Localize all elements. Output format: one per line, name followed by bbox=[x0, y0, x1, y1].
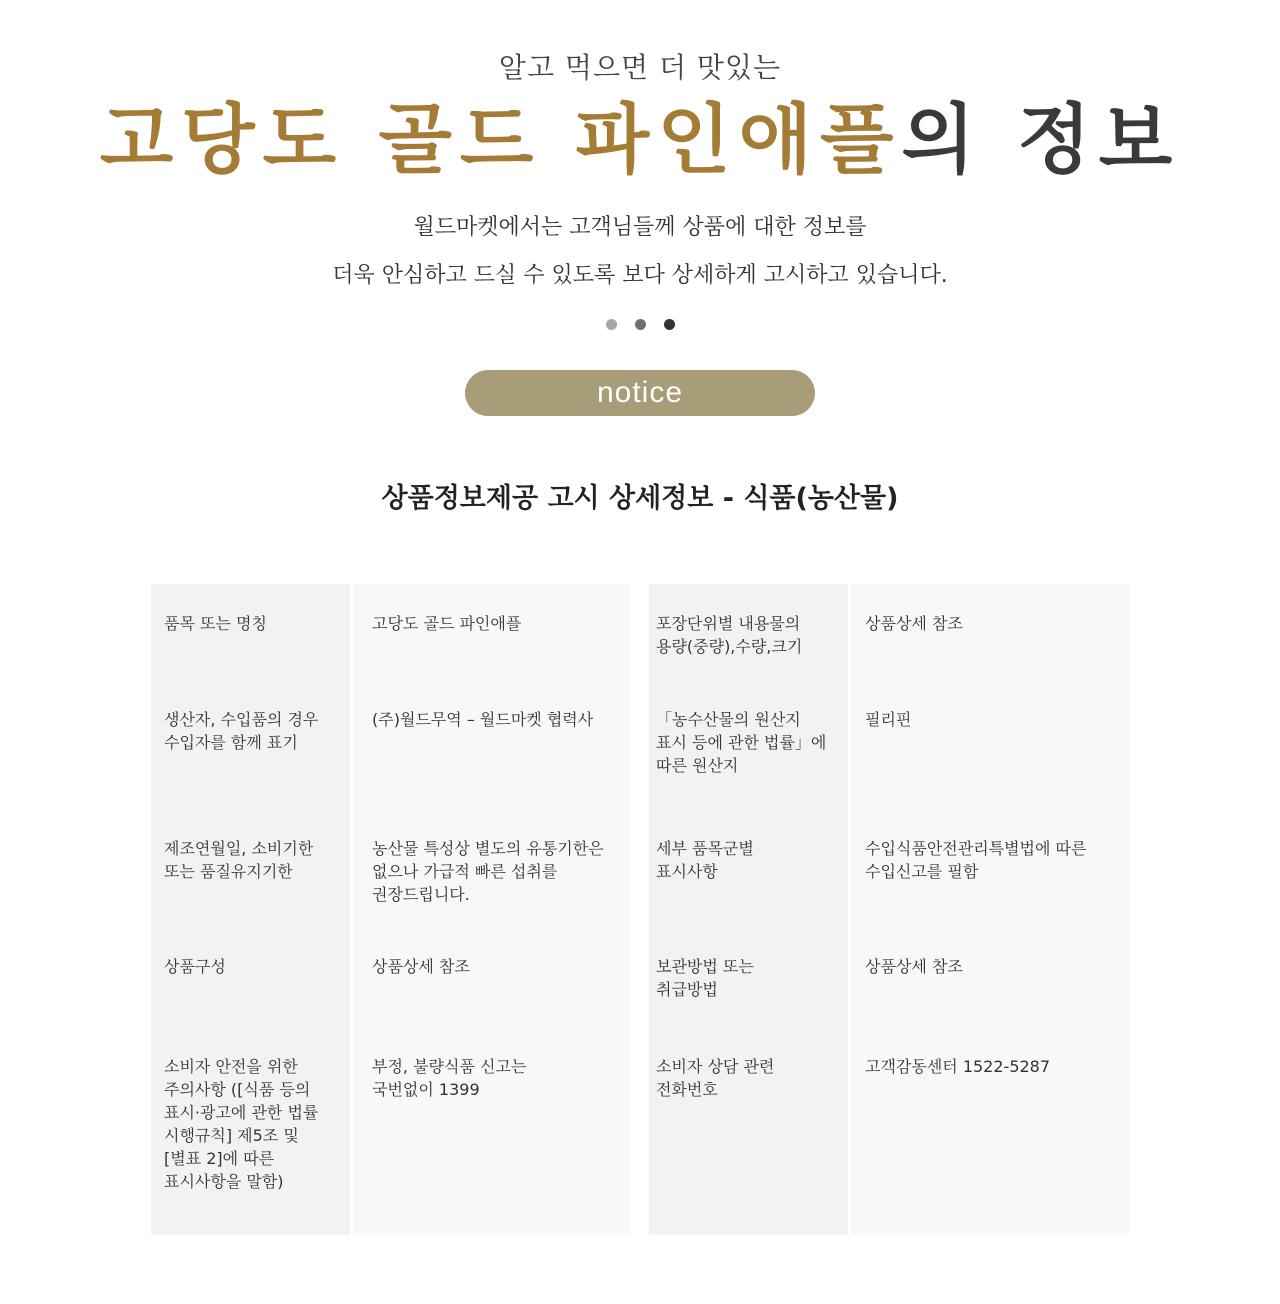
row-value: 상품상세 참조 bbox=[353, 927, 630, 1027]
headline-suffix: 의 정보 bbox=[901, 95, 1181, 184]
row-label: 세부 품목군별 표시사항 bbox=[649, 809, 848, 927]
row-label: 품목 또는 명칭 bbox=[151, 584, 350, 680]
row-value: 상품상세 참조 bbox=[851, 584, 1129, 680]
row-label: 생산자, 수입품의 경우 수입자를 함께 표기 bbox=[151, 680, 350, 809]
table-row bbox=[151, 584, 1129, 680]
row-label: 제조연월일, 소비기한 또는 품질유지기한 bbox=[151, 809, 350, 927]
row-value: (주)월드무역 – 월드마켓 협력사 bbox=[353, 680, 630, 809]
table-row bbox=[151, 809, 1129, 927]
dot-2 bbox=[635, 319, 646, 330]
row-value: 농산물 특성상 별도의 유통기한은 없으나 가급적 빠른 섭취를 권장드립니다. bbox=[353, 809, 630, 927]
row-label: 보관방법 또는 취급방법 bbox=[649, 927, 848, 1027]
row-value: 부정, 불량식품 신고는 국번없이 1399 bbox=[353, 1027, 630, 1235]
product-info-table bbox=[151, 584, 1129, 1235]
row-value: 필리핀 bbox=[851, 680, 1129, 809]
dot-3 bbox=[664, 319, 675, 330]
row-label: 소비자 안전을 위한 주의사항 ([식품 등의 표시·광고에 관한 법률 시행규칙] 제5조 및 [별표 2]에 따른 표시사항을 말함) bbox=[151, 1027, 350, 1235]
intro-line-1: 월드마켓에서는 고객님들께 상품에 대한 정보를 bbox=[413, 215, 867, 240]
table-row bbox=[151, 927, 1129, 1027]
row-value: 고당도 골드 파인애플 bbox=[353, 584, 630, 680]
row-value: 고객감동센터 1522-5287 bbox=[851, 1027, 1129, 1235]
intro-line-2: 더욱 안심하고 드실 수 있도록 보다 상세하게 고시하고 있습니다. bbox=[332, 263, 948, 288]
tagline: 알고 먹으면 더 맛있는 bbox=[498, 51, 782, 84]
row-value: 수입식품안전관리특별법에 따른 수입신고를 필함 bbox=[851, 809, 1129, 927]
headline bbox=[0, 92, 1280, 188]
row-label: 상품구성 bbox=[151, 927, 350, 1027]
dot-1 bbox=[606, 319, 617, 330]
table-row bbox=[151, 680, 1129, 809]
section-title: 상품정보제공 고시 상세정보 - 식품(농산물) bbox=[381, 483, 899, 514]
row-label: 「농수산물의 원산지 표시 등에 관한 법률」에 따른 원산지 bbox=[649, 680, 848, 809]
row-label: 포장단위별 내용물의 용량(중량),수량,크기 bbox=[649, 584, 848, 680]
row-value: 상품상세 참조 bbox=[851, 927, 1129, 1027]
headline-product-name: 고당도 골드 파인애플 bbox=[99, 95, 902, 184]
table-row bbox=[151, 1027, 1129, 1235]
dots-indicator bbox=[0, 319, 1280, 330]
notice-badge: notice bbox=[465, 370, 815, 416]
row-label: 소비자 상담 관련 전화번호 bbox=[649, 1027, 848, 1235]
